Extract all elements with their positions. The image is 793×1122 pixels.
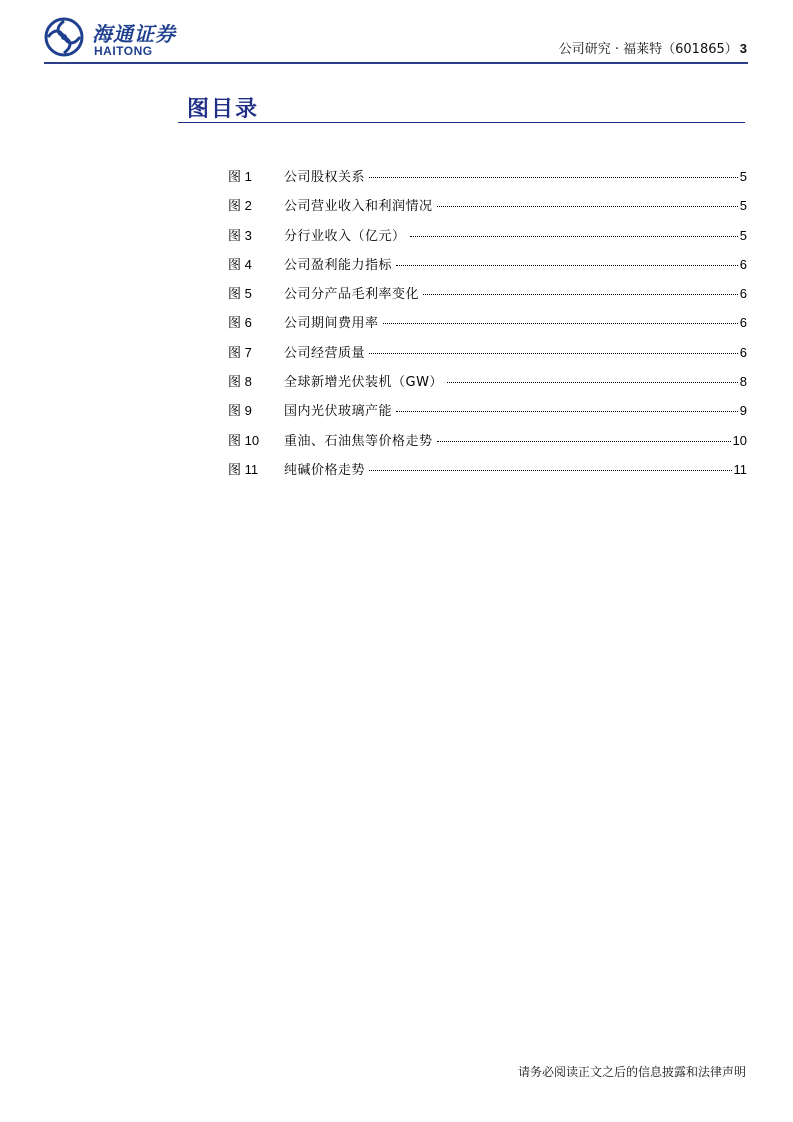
footer-disclaimer: 请务必阅读正文之后的信息披露和法律声明 <box>517 1065 746 1079</box>
title-divider <box>178 122 745 123</box>
toc-figure-number: 图 4 <box>228 256 252 272</box>
toc-figure-title[interactable]: 重油、石油焦等价格走势 <box>284 433 433 449</box>
toc-dot-leader <box>410 236 738 237</box>
toc-figure-number: 图 3 <box>228 227 252 243</box>
toc-entry[interactable] <box>228 459 747 488</box>
toc-figure-title[interactable]: 公司盈利能力指标 <box>284 257 393 273</box>
toc-dot-leader <box>383 323 738 324</box>
toc-dot-leader <box>437 206 738 207</box>
toc-figure-title[interactable]: 公司营业收入和利润情况 <box>284 199 433 215</box>
toc-figure-number: 图 2 <box>228 198 252 214</box>
toc-figure-title[interactable]: 国内光伏玻璃产能 <box>284 404 393 420</box>
toc-figure-number: 图 5 <box>228 286 252 302</box>
toc-entry[interactable] <box>228 430 747 459</box>
toc-entry[interactable] <box>228 400 747 429</box>
toc-figure-title[interactable]: 纯碱价格走势 <box>284 462 366 478</box>
toc-entry[interactable] <box>228 195 747 224</box>
toc-dot-leader <box>369 177 738 178</box>
header-report-info <box>559 38 747 57</box>
report-label: 公司研究 · 福莱特（601865） <box>558 42 738 57</box>
toc-page-number[interactable]: 8 <box>739 374 747 390</box>
toc-dot-leader <box>437 441 731 442</box>
toc-figure-title[interactable]: 公司经营质量 <box>284 345 366 361</box>
page-number: 3 <box>739 41 747 56</box>
toc-figure-title[interactable]: 分行业收入（亿元） <box>284 228 406 244</box>
toc-entry[interactable] <box>228 254 747 283</box>
toc-dot-leader <box>369 470 731 471</box>
toc-figure-number: 图 11 <box>228 461 259 477</box>
toc-figure-title[interactable]: 公司期间费用率 <box>284 316 379 332</box>
toc-dot-leader <box>423 294 738 295</box>
toc-page-number[interactable]: 11 <box>733 461 747 477</box>
toc-page-number[interactable]: 5 <box>739 169 747 184</box>
toc-page-number[interactable]: 6 <box>739 256 747 272</box>
toc-page-number[interactable]: 5 <box>739 227 747 243</box>
toc-figure-number: 图 6 <box>228 315 252 331</box>
toc-page-number[interactable]: 9 <box>739 403 747 419</box>
toc-dot-leader <box>369 353 738 354</box>
toc-dot-leader <box>396 265 738 266</box>
toc-figure-number: 图 9 <box>228 403 252 419</box>
toc-figure-number: 图 10 <box>228 432 260 448</box>
toc-entry[interactable] <box>228 283 747 312</box>
toc-page-number[interactable]: 5 <box>739 198 747 214</box>
toc-figure-title[interactable]: 全球新增光伏装机（GW） <box>284 375 443 391</box>
toc-page-number[interactable]: 6 <box>739 286 747 302</box>
toc-figure-number: 图 1 <box>228 169 252 184</box>
haitong-logo-icon <box>44 17 84 57</box>
page-header <box>0 0 793 70</box>
figure-toc <box>228 166 747 488</box>
toc-figure-number: 图 8 <box>228 374 252 390</box>
toc-entry[interactable] <box>228 371 747 400</box>
toc-entry[interactable] <box>228 312 747 341</box>
header-divider <box>44 62 748 64</box>
toc-page-number[interactable]: 10 <box>732 432 747 448</box>
toc-page-number[interactable]: 6 <box>739 344 747 360</box>
toc-entry[interactable] <box>228 342 747 371</box>
haitong-logo <box>44 17 244 59</box>
toc-entry[interactable] <box>228 166 747 195</box>
toc-dot-leader <box>396 411 738 412</box>
toc-figure-title[interactable]: 公司分产品毛利率变化 <box>284 287 420 303</box>
logo-english-name: HAITONG <box>94 44 153 58</box>
logo-chinese-name: 海通证券 <box>92 22 176 46</box>
toc-entry[interactable] <box>228 225 747 254</box>
toc-figure-title[interactable]: 公司股权关系 <box>284 170 366 185</box>
toc-figure-number: 图 7 <box>228 344 252 360</box>
toc-dot-leader <box>447 382 738 383</box>
section-title: 图目录 <box>187 97 260 122</box>
toc-page-number[interactable]: 6 <box>739 315 747 331</box>
